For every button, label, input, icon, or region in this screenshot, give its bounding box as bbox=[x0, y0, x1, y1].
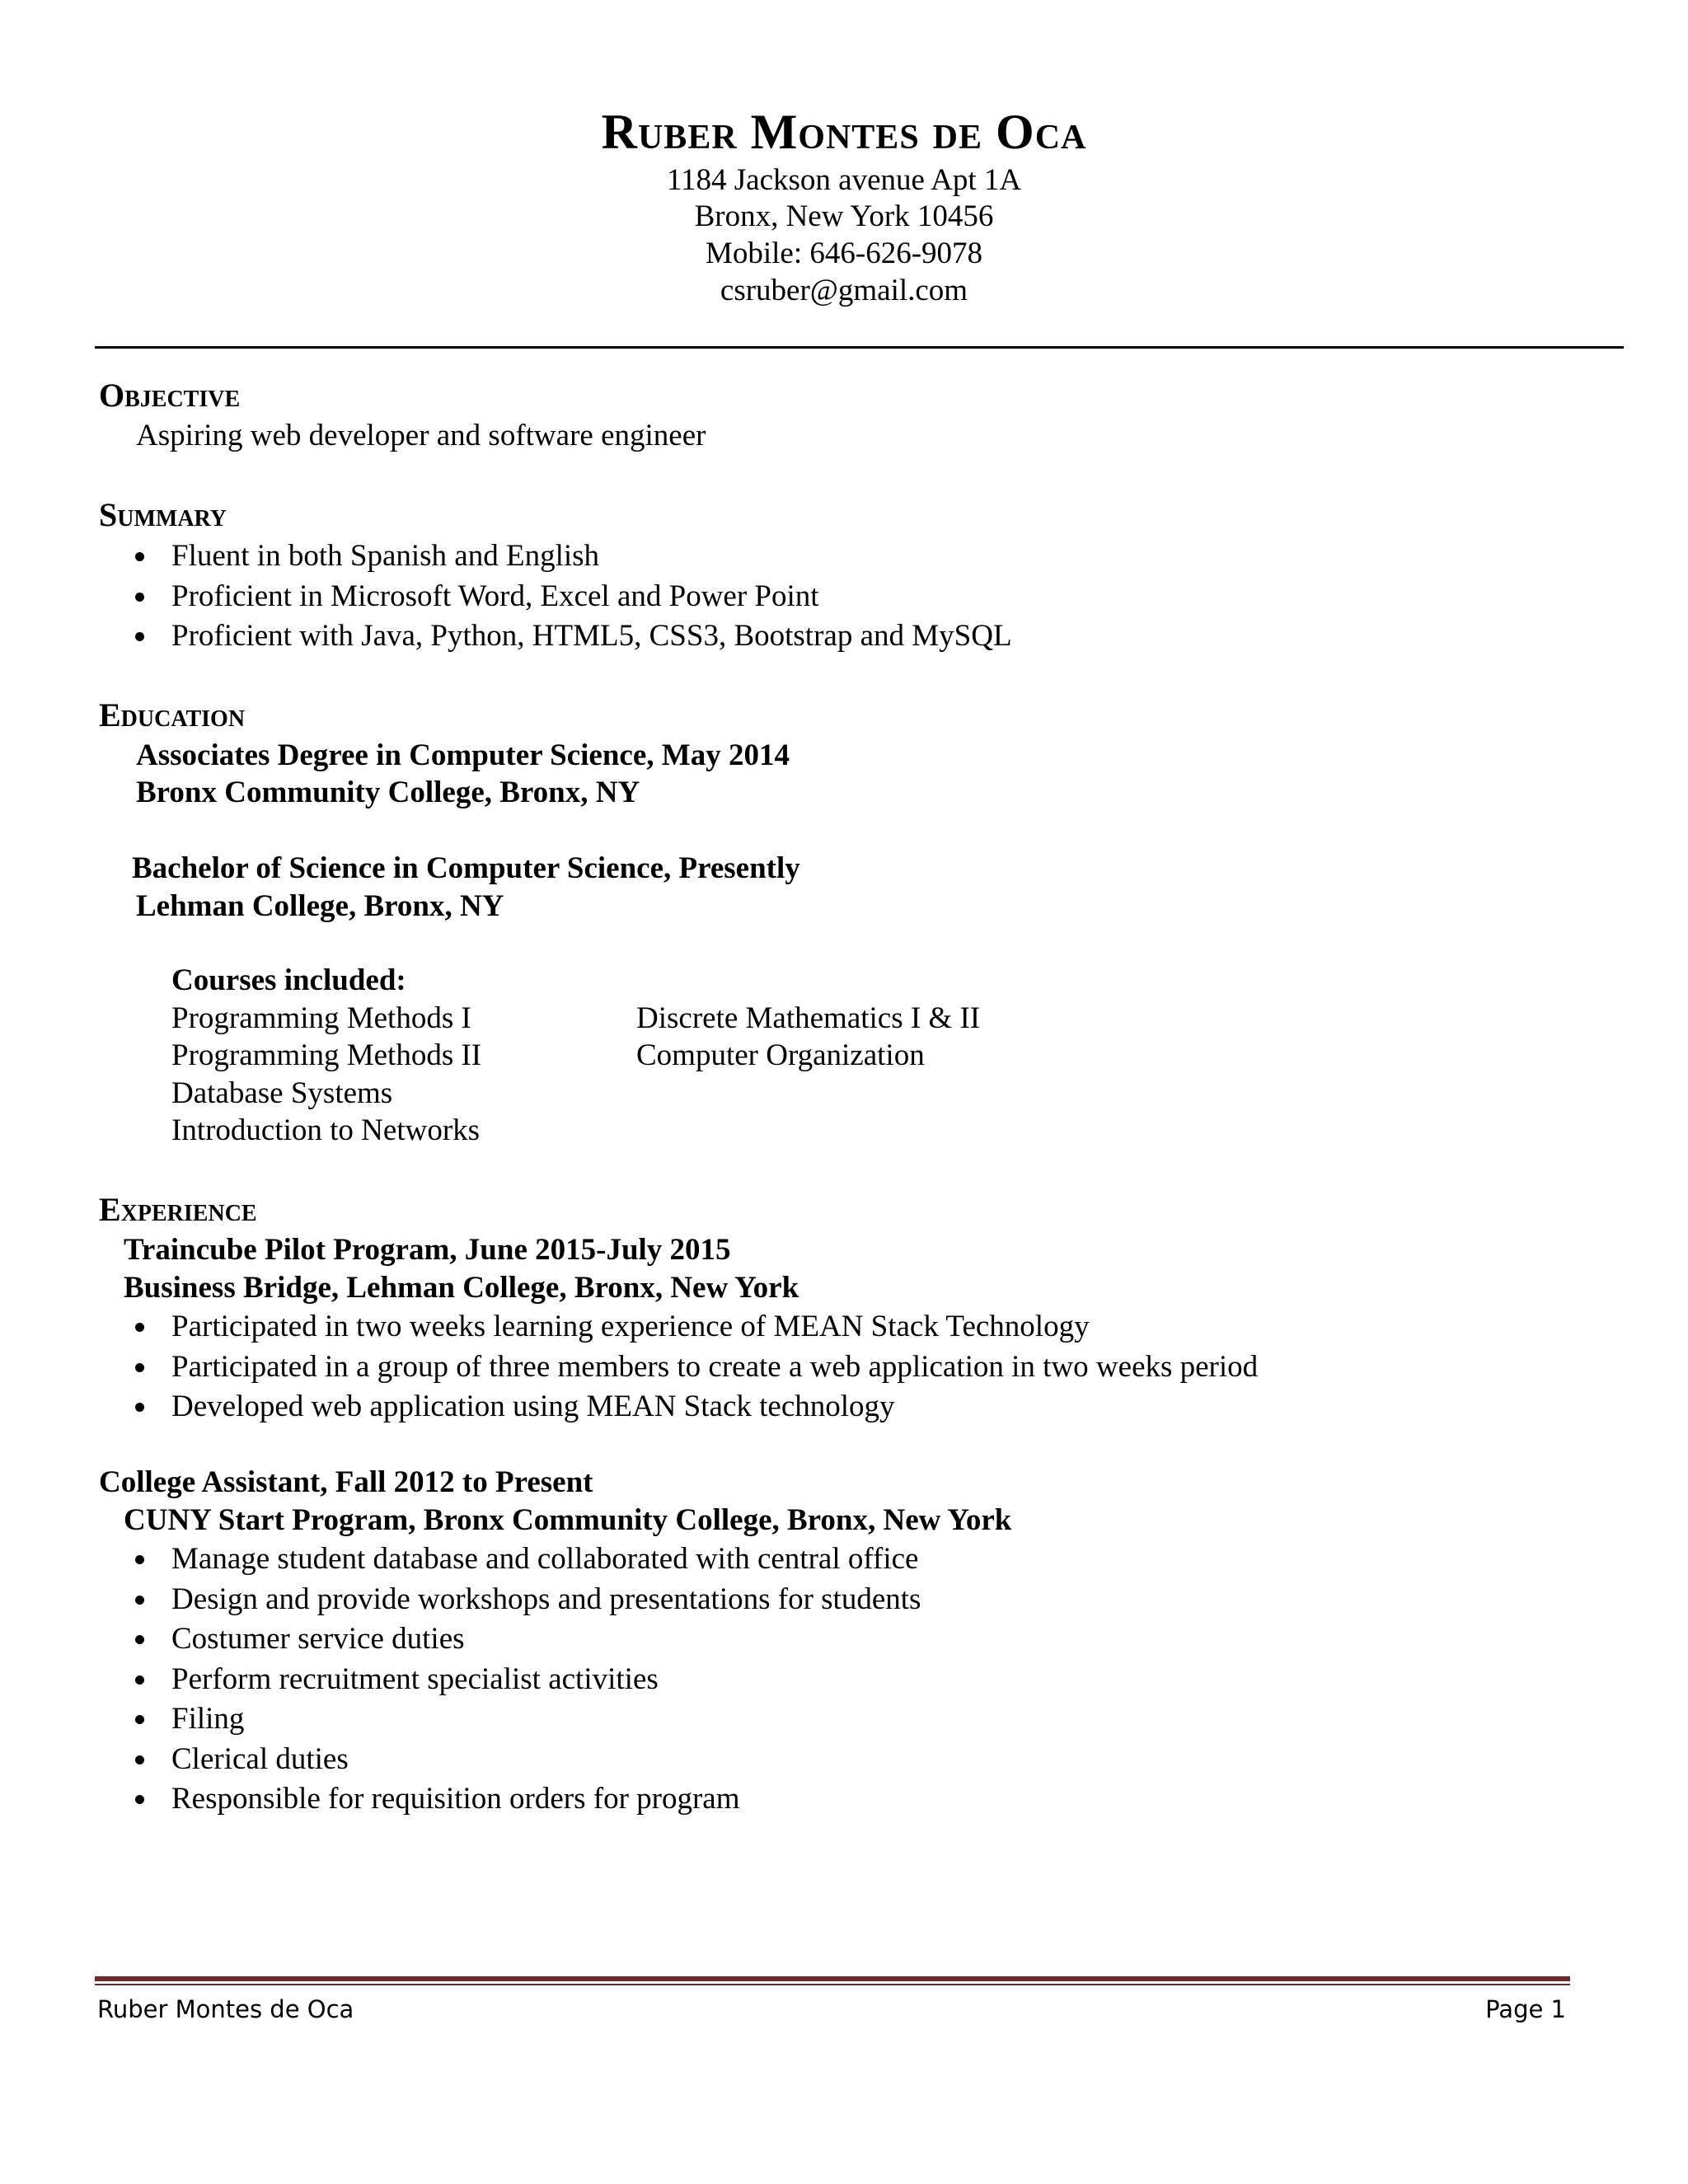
footer-divider bbox=[95, 1976, 1570, 1981]
course-item: Programming Methods I bbox=[171, 1001, 471, 1035]
list-item: Costumer service duties bbox=[132, 1619, 921, 1660]
footer-divider-thin bbox=[95, 1984, 1570, 1985]
job-title: College Assistant, Fall 2012 to Present bbox=[99, 1465, 593, 1499]
course-item: Introduction to Networks bbox=[171, 1113, 481, 1147]
bullet-icon bbox=[135, 552, 144, 561]
bullet-icon bbox=[135, 1596, 144, 1605]
list-item: Design and provide workshops and presentations for students bbox=[132, 1580, 921, 1620]
school-lehman: Lehman College, Bronx, NY bbox=[136, 889, 504, 923]
email-address: csruber@gmail.com bbox=[720, 274, 968, 307]
list-item: Filing bbox=[132, 1699, 921, 1740]
job-organization: CUNY Start Program, Bronx Community College, Bronx, New York bbox=[124, 1503, 1012, 1537]
course-item: Database Systems bbox=[171, 1076, 393, 1110]
list-item: Clerical duties bbox=[132, 1740, 921, 1780]
job-title: Traincube Pilot Program, June 2015-July 2015 bbox=[124, 1233, 731, 1267]
course-item: Discrete Mathematics I & II bbox=[636, 1001, 981, 1035]
bullet-icon bbox=[135, 1755, 144, 1765]
footer-name: Ruber Montes de Oca bbox=[97, 1995, 354, 2023]
list-item: Developed web application using MEAN Stack technology bbox=[132, 1387, 1258, 1427]
education-heading: Education bbox=[99, 696, 246, 733]
list-item: Responsible for requisition orders for program bbox=[132, 1779, 921, 1820]
address-line-2: Bronx, New York 10456 bbox=[694, 199, 994, 233]
list-item: Proficient with Java, Python, HTML5, CSS3, Bootstrap and MySQL bbox=[132, 616, 1012, 657]
degree-bachelor: Bachelor of Science in Computer Science, Presently bbox=[132, 851, 800, 885]
list-item: Fluent in both Spanish and English bbox=[132, 537, 1012, 577]
objective-text: Aspiring web developer and software engineer bbox=[136, 419, 706, 452]
bullet-icon bbox=[135, 1323, 144, 1332]
bullet-icon bbox=[135, 1675, 144, 1685]
page-number: Page 1 bbox=[1485, 1995, 1566, 2023]
list-item: Participated in a group of three members to create a web application in two weeks period bbox=[132, 1347, 1258, 1388]
summary-list bbox=[132, 537, 1012, 657]
course-item: Programming Methods II bbox=[171, 1038, 482, 1072]
job1-duties bbox=[132, 1307, 1258, 1427]
bullet-icon bbox=[135, 1635, 144, 1644]
objective-heading: Objective bbox=[99, 377, 241, 414]
list-item: Participated in two weeks learning experience of MEAN Stack Technology bbox=[132, 1307, 1258, 1347]
bullet-icon bbox=[135, 1555, 144, 1564]
courses-heading: Courses included: bbox=[171, 963, 406, 997]
bullet-icon bbox=[135, 1363, 144, 1372]
summary-heading: Summary bbox=[99, 496, 227, 533]
degree-associates: Associates Degree in Computer Science, May 2014 bbox=[136, 738, 790, 772]
experience-heading: Experience bbox=[99, 1191, 257, 1228]
bullet-icon bbox=[135, 1795, 144, 1804]
mobile-number: Mobile: 646-626-9078 bbox=[705, 237, 983, 270]
resume-name: Ruber Montes de Oca bbox=[601, 105, 1087, 159]
job2-duties bbox=[132, 1540, 921, 1820]
list-item: Proficient in Microsoft Word, Excel and Power Point bbox=[132, 577, 1012, 617]
header-divider bbox=[95, 346, 1624, 349]
bullet-icon bbox=[135, 632, 144, 641]
course-item: Computer Organization bbox=[636, 1038, 925, 1072]
bullet-icon bbox=[135, 593, 144, 602]
school-bronx-community: Bronx Community College, Bronx, NY bbox=[136, 776, 640, 809]
list-item: Manage student database and collaborated with central office bbox=[132, 1540, 921, 1580]
job-organization: Business Bridge, Lehman College, Bronx, New York bbox=[124, 1271, 799, 1305]
address-line-1: 1184 Jackson avenue Apt 1A bbox=[666, 163, 1022, 197]
bullet-icon bbox=[135, 1715, 144, 1724]
bullet-icon bbox=[135, 1403, 144, 1412]
list-item: Perform recruitment specialist activities bbox=[132, 1660, 921, 1700]
